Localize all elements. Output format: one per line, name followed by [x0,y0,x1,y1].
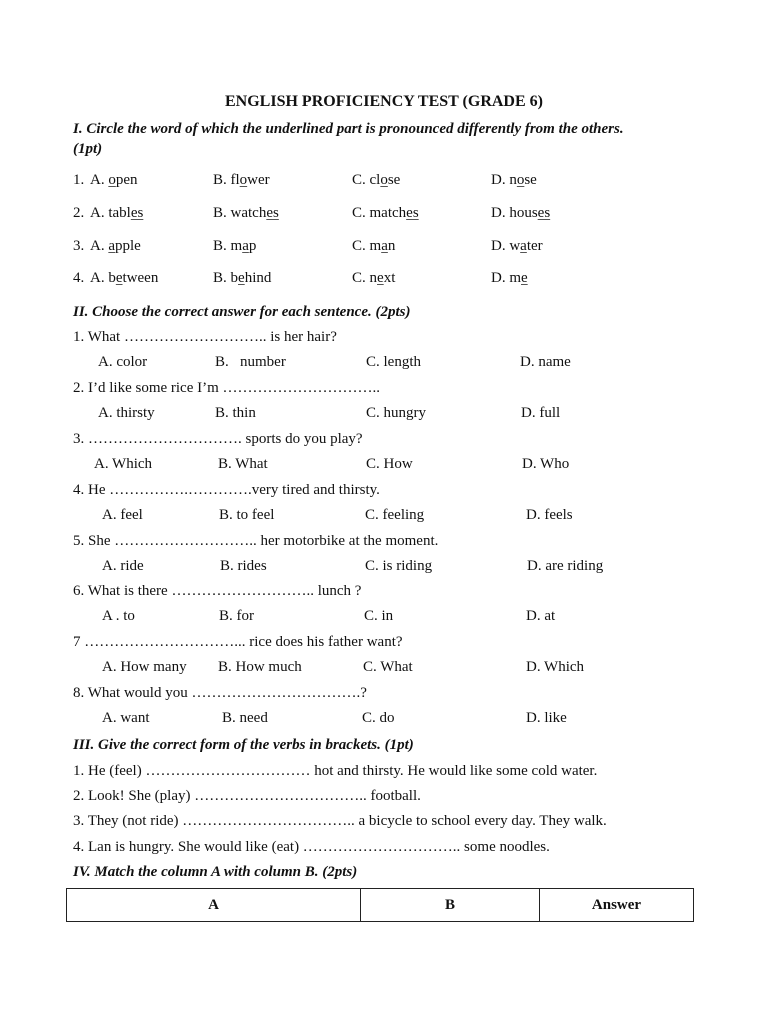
answer-option-b[interactable]: B. number [215,354,286,370]
option-c[interactable] [352,172,400,189]
option-b[interactable] [213,238,256,255]
option-text: D. n [491,172,517,188]
question-text: 3. …………………………. sports do you play? [73,431,363,447]
answer-option-b[interactable]: B. to feel [219,507,275,523]
option-text: pple [115,238,141,254]
option-b[interactable] [213,205,279,222]
underlined-part: es [266,205,279,221]
option-text: wer [247,172,270,188]
answer-option-c[interactable]: C. hungry [366,405,426,421]
question-text: 7 …………………………... rice does his father want? [73,634,403,650]
option-a[interactable] [90,270,158,287]
underlined-part: es [537,205,551,221]
option-text: B. fl [213,172,240,188]
option-text: C. m [352,238,382,254]
answer-option-a[interactable]: A. color [98,354,148,370]
answer-option-c[interactable]: C. in [364,608,394,624]
underlined-part: es [130,205,144,221]
answer-option-a[interactable]: A. thirsty [98,405,155,421]
answer-option-b[interactable]: B. need [222,710,268,726]
answer-option-c[interactable]: C. do [362,710,395,726]
question-number: 4. [73,270,85,286]
option-text: C. match [352,205,407,221]
question-text: 8. What would you …………………………….? [73,685,367,701]
option-text: B. m [213,238,243,254]
section-1-heading-points: (1pt) [73,141,103,157]
option-text: p [248,238,257,254]
test-title: ENGLISH PROFICIENCY TEST (GRADE 6) [225,93,543,110]
option-text: D. m [491,270,521,286]
option-c[interactable] [352,238,395,255]
option-d[interactable] [491,270,528,287]
underlined-part: o [239,172,248,188]
option-a[interactable] [90,172,138,189]
option-text: C. n [352,270,378,286]
verb-question: 1. He (feel) …………………………… hot and thirsty. He would like some cold water. [73,763,598,779]
underlined-part: o [516,172,525,188]
option-text: D. w [491,238,521,254]
question-number: 1. [73,172,85,188]
option-d[interactable] [491,238,543,255]
answer-option-a[interactable]: A . to [102,608,135,624]
section-1-heading: I. Circle the word of which the underlined part is pronounced differently from the others. [73,121,624,137]
option-text: n [387,238,396,254]
answer-option-b[interactable]: B. rides [220,558,267,574]
option-text: se [524,172,537,188]
verb-question: 2. Look! She (play) …………………………….. football. [73,788,421,804]
answer-option-c[interactable]: C. is riding [365,558,433,574]
column-b-header: B [361,889,540,922]
option-a[interactable] [90,238,141,255]
underlined-part: e [115,270,123,286]
answer-option-c[interactable]: C. length [366,354,421,370]
answer-option-c[interactable]: C. feeling [365,507,425,523]
underlined-part: o [380,172,388,188]
option-text: B. watch [213,205,267,221]
answer-option-d[interactable]: D. like [526,710,567,726]
underlined-part: a [381,238,388,254]
question-text: 6. What is there ……………………….. lunch ? [73,583,362,599]
underlined-part: a [242,238,249,254]
underlined-part: e [521,270,528,286]
answer-option-b[interactable]: B. for [219,608,254,624]
underlined-part: a [108,238,116,254]
underlined-part: a [520,238,527,254]
section-4-heading: IV. Match the column A with column B. (2pts) [73,864,358,880]
answer-option-b[interactable]: B. What [218,456,268,472]
option-a[interactable] [90,205,143,222]
answer-option-d[interactable]: D. Which [526,659,585,675]
match-table-header-row [67,889,694,922]
answer-option-d[interactable]: D. feels [526,507,573,523]
answer-option-d[interactable]: D. at [526,608,556,624]
answer-option-b[interactable]: B. How much [218,659,302,675]
verb-question: 4. Lan is hungry. She would like (eat) ………………………….. some noodles. [73,839,550,855]
section-2-heading: II. Choose the correct answer for each sentence. (2pts) [73,304,411,320]
answer-option-a[interactable]: A. How many [102,659,187,675]
underlined-part: e [238,270,245,286]
option-text: tween [122,270,159,286]
answer-option-d[interactable]: D. are riding [527,558,604,574]
verb-question: 3. They (not ride) …………………………….. a bicycle to school every day. They walk. [73,813,607,829]
option-text: ter [526,238,543,254]
option-text: A. b [90,270,116,286]
answer-option-a[interactable]: A. want [102,710,150,726]
column-a-header: A [67,889,361,922]
answer-option-d[interactable]: D. full [521,405,561,421]
underlined-part: e [377,270,384,286]
answer-option-c[interactable]: C. How [366,456,413,472]
option-b[interactable] [213,270,271,287]
option-text: xt [383,270,396,286]
underlined-part: o [108,172,116,188]
option-text: A. [90,238,109,254]
option-text: C. cl [352,172,381,188]
section-3-heading: III. Give the correct form of the verbs in brackets. (1pt) [73,737,414,753]
answer-option-a[interactable]: A. ride [102,558,144,574]
option-text: A. [90,172,109,188]
option-text: se [387,172,401,188]
answer-option-a[interactable]: A. feel [102,507,143,523]
match-table [66,888,694,922]
question-number: 2. [73,205,85,221]
option-text: D. hous [491,205,538,221]
answer-option-a[interactable]: A. Which [94,456,153,472]
option-b[interactable] [213,172,270,189]
answer-option-b[interactable]: B. thin [215,405,256,421]
option-text: hind [244,270,272,286]
option-text: B. b [213,270,239,286]
question-text: 4. He …………….………….very tired and thirsty. [73,482,380,498]
option-text: A. tabl [90,205,131,221]
option-d[interactable] [491,205,550,222]
option-d[interactable] [491,172,537,189]
question-number: 3. [73,238,85,254]
answer-option-d[interactable]: D. Who [522,456,570,472]
answer-column-header: Answer [540,889,694,922]
underlined-part: es [406,205,419,221]
option-c[interactable] [352,270,395,287]
option-c[interactable] [352,205,419,222]
answer-option-d[interactable]: D. name [520,354,571,370]
question-text: 2. I’d like some rice I’m ………………………….. [73,380,381,396]
question-text: 1. What ……………………….. is her hair? [73,329,337,345]
option-text: pen [115,172,138,188]
question-text: 5. She ……………………….. her motorbike at the moment. [73,533,439,549]
answer-option-c[interactable]: C. What [363,659,413,675]
